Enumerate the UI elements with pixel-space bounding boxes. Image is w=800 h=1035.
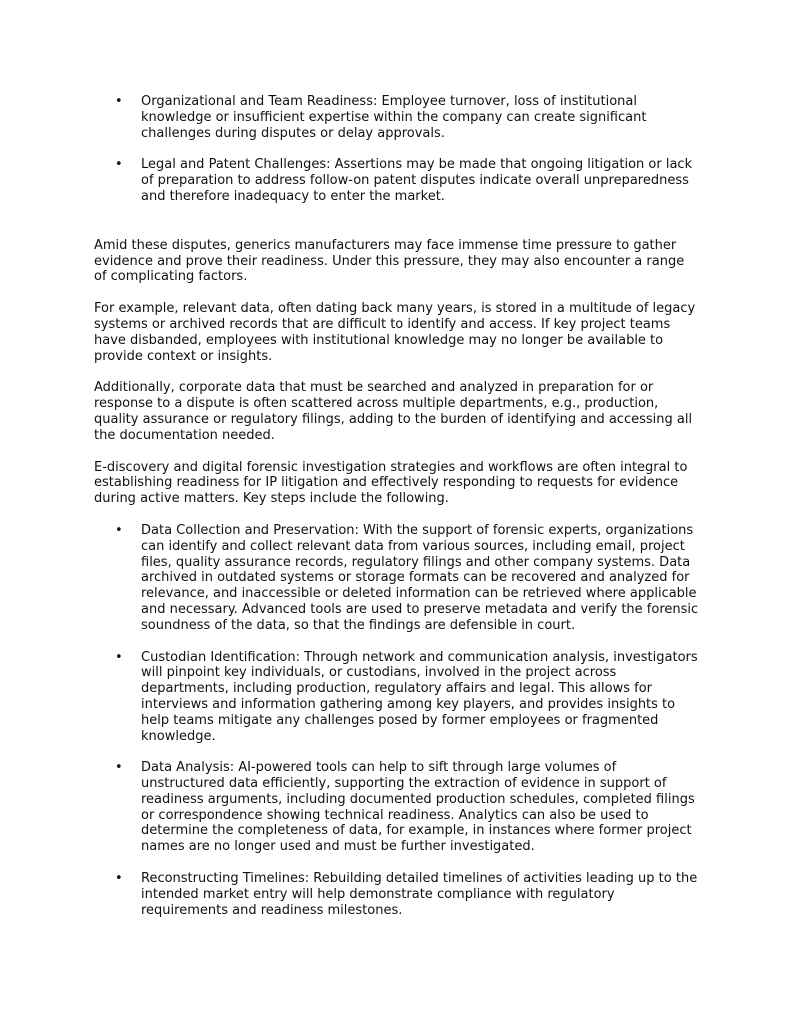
text-line: names are no longer used and must be further investigated. [141, 839, 535, 855]
text-line: have disbanded, employees with institutional knowledge may no longer be available to [94, 332, 664, 348]
spacer [94, 507, 710, 523]
document-page [94, 94, 710, 918]
bullet-data-collection [94, 523, 710, 634]
paragraph-ediscovery [94, 460, 710, 507]
bullet-dot-icon: • [115, 94, 123, 109]
text-line: relevance, and inaccessible or deleted information can be retrieved where applicable [141, 586, 697, 602]
text-line: unstructured data efficiently, supporting the extraction of evidence in support of [141, 776, 667, 792]
text-line: Organizational and Team Readiness: Employee turnover, loss of institutional [141, 94, 637, 109]
text-line: of preparation to address follow-on patent disputes indicate overall unpreparedness [141, 173, 689, 189]
spacer [94, 855, 710, 871]
text-line: intended market entry will help demonstrate compliance with regulatory [141, 886, 615, 902]
text-line: can identify and collect relevant data from various sources, including email, project [141, 538, 685, 554]
text-line: files, quality assurance records, regulatory filings and other company systems. Data [141, 554, 691, 570]
text-line: E-discovery and digital forensic investigation strategies and workflows are often integral to [94, 459, 688, 475]
text-line: archived in outdated systems or storage formats can be recovered and analyzed for [141, 570, 690, 586]
text-line: determine the completeness of data, for example, in instances where former project [141, 823, 692, 839]
text-line: requirements and readiness milestones. [141, 902, 403, 918]
paragraph-scattered-data [94, 380, 710, 443]
text-line: response to a dispute is often scattered across multiple departments, e.g., production, [94, 396, 659, 412]
paragraph-legacy-systems [94, 301, 710, 364]
text-line: and therefore inadequacy to enter the market. [141, 188, 445, 204]
paragraph-time-pressure [94, 238, 710, 285]
text-line: readiness arguments, including documented production schedules, completed filings [141, 791, 695, 807]
spacer [94, 205, 710, 238]
spacer [94, 285, 710, 301]
text-line: systems or archived records that are difficult to identify and access. If key project teams [94, 316, 671, 332]
text-line: knowledge. [141, 728, 216, 744]
text-line: during active matters. Key steps include the following. [94, 491, 449, 507]
text-line: or correspondence showing technical readiness. Analytics can also be used to [141, 807, 649, 823]
bullet-dot-icon: • [115, 760, 123, 776]
bullet-dot-icon: • [115, 871, 123, 887]
text-line: the documentation needed. [94, 427, 275, 443]
spacer [94, 744, 710, 760]
text-line: quality assurance or regulatory filings, adding to the burden of identifying and accessing all [94, 411, 693, 427]
text-line: soundness of the data, so that the findings are defensible in court. [141, 617, 576, 633]
bullet-data-analysis [94, 760, 710, 855]
bullet-dot-icon: • [115, 522, 123, 538]
text-line: evidence and prove their readiness. Under this pressure, they may also encounter a range [94, 253, 685, 269]
bullet-legal-patent-challenges [94, 157, 710, 204]
text-line: interviews and information gathering among key players, and provides insights to [141, 696, 676, 712]
bullet-dot-icon: • [115, 649, 123, 665]
text-line: Custodian Identification: Through network and communication analysis, investigators [141, 649, 698, 665]
spacer [94, 634, 710, 650]
intro-bullet-list [94, 94, 710, 205]
text-line: Data Analysis: AI-powered tools can help to sift through large volumes of [141, 760, 617, 776]
text-line: departments, including production, regulatory affairs and legal. This allows for [141, 681, 652, 697]
text-line: will pinpoint key individuals, or custodians, involved in the project across [141, 665, 617, 681]
bullet-dot-icon: • [115, 157, 123, 173]
text-line: and necessary. Advanced tools are used to preserve metadata and verify the forensic [141, 601, 699, 617]
text-line: help teams mitigate any challenges posed by former employees or fragmented [141, 712, 659, 728]
spacer [94, 141, 710, 157]
text-line: Reconstructing Timelines: Rebuilding detailed timelines of activities leading up to the [141, 871, 698, 887]
bullet-reconstructing-timelines [94, 871, 710, 918]
steps-bullet-list [94, 523, 710, 919]
text-line: Amid these disputes, generics manufacturers may face immense time pressure to gather [94, 237, 677, 253]
text-line: Additionally, corporate data that must be searched and analyzed in preparation for or [94, 380, 654, 396]
spacer [94, 444, 710, 460]
bullet-organizational-readiness [94, 94, 710, 141]
bullet-custodian-identification [94, 650, 710, 745]
spacer [94, 364, 710, 380]
text-line: Data Collection and Preservation: With the support of forensic experts, organizations [141, 522, 694, 538]
text-line: challenges during disputes or delay approvals. [141, 125, 445, 141]
text-line: For example, relevant data, often dating back many years, is stored in a multitude of legacy [94, 301, 696, 317]
text-line: provide context or insights. [94, 348, 273, 364]
text-line: Legal and Patent Challenges: Assertions may be made that ongoing litigation or lack [141, 157, 693, 173]
text-line: establishing readiness for IP litigation and effectively responding to requests for evidence [94, 475, 679, 491]
text-line: knowledge or insufficient expertise within the company can create significant [141, 109, 647, 125]
text-line: of complicating factors. [94, 269, 248, 285]
